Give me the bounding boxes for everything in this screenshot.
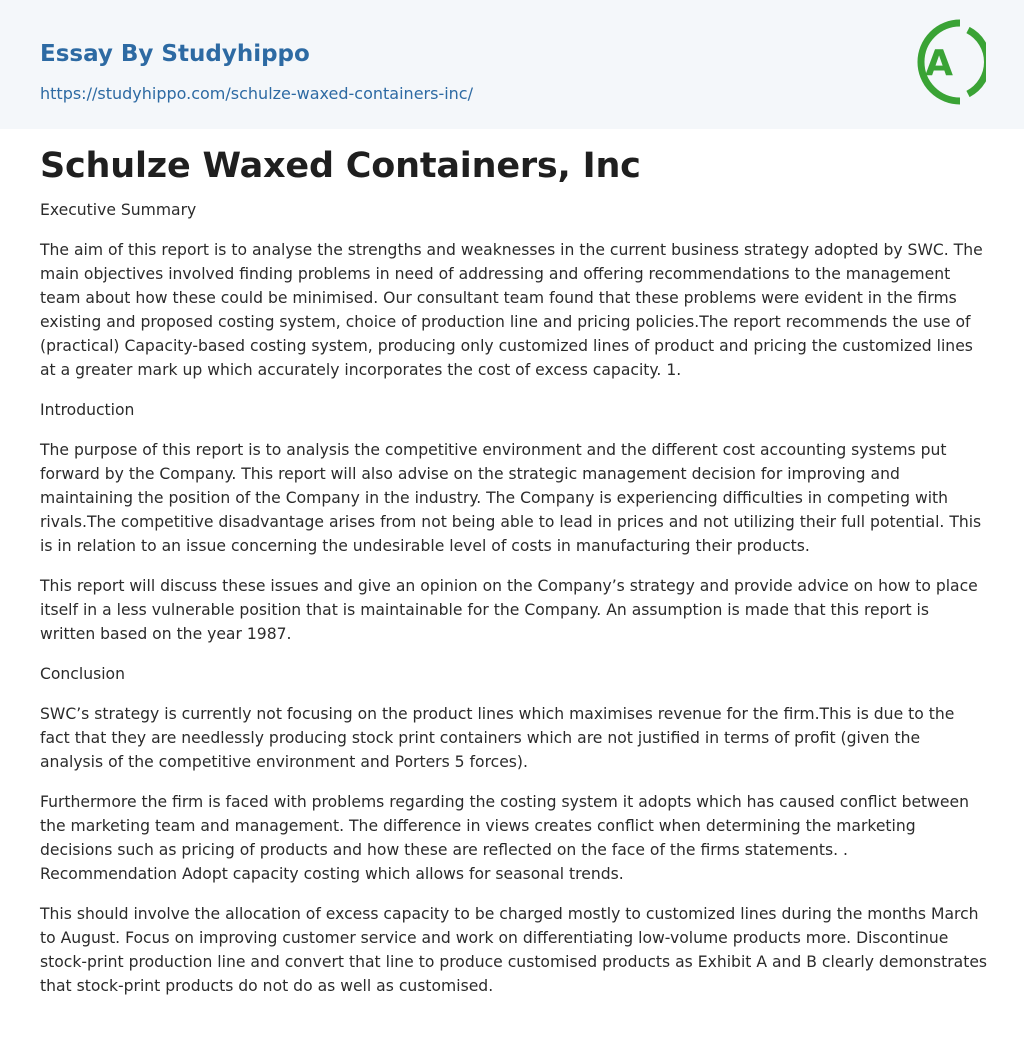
paragraph: This report will discuss these issues and give an opinion on the Company’s strategy and provide advice on how to place itself in a less vulnerable position that is maintainable for the Company. An assumption is made that this report is written based on the year 1987. [40, 577, 978, 643]
document-body [40, 198, 988, 1014]
site-brand[interactable]: Essay By Studyhippo [40, 41, 310, 67]
document-title: Schulze Waxed Containers, Inc [40, 146, 641, 186]
logo-letter: A [925, 43, 953, 84]
paragraph: This should involve the allocation of excess capacity to be charged mostly to customized lines during the months March to August. Focus on improving customer service and work on differentiating low-volume products more. Discontinue stock-print production line and convert that line to produce customised products as Exhibit A and B clearly demonstrates that stock-print products do not do as well as customised. [40, 905, 988, 995]
section-heading-executive-summary: Executive Summary [40, 201, 197, 219]
paragraph: The purpose of this report is to analysis the competitive environment and the different cost accounting systems put forward by the Company. This report will also advise on the strategic management decision for improving and maintaining the position of the Company in the industry. The Company is experiencing difficulties in competing with rivals.The competitive disadvantage arises from not being able to lead in prices and not utilizing their full potential. This is in relation to an issue concerning the undesirable level of costs in manufacturing their products. [40, 441, 982, 555]
section-heading-conclusion: Conclusion [40, 665, 125, 683]
source-url-link[interactable]: https://studyhippo.com/schulze-waxed-containers-inc/ [40, 84, 473, 103]
studyhippo-logo-icon[interactable] [912, 18, 986, 106]
section-heading-introduction: Introduction [40, 401, 135, 419]
paragraph: Furthermore the firm is faced with problems regarding the costing system it adopts which has caused conflict between the marketing team and management. The difference in views creates conflict when determining the marketing decisions such as pricing of products and how these are reflected on the face of the firms statements. . Recommendation Adopt capacity costing which allows for seasonal trends. [40, 793, 969, 883]
logo-arc-right [968, 30, 986, 94]
paragraph: SWC’s strategy is currently not focusing on the product lines which maximises revenue for the firm.This is due to the fact that they are needlessly producing stock print containers which are not justified in terms of profit (given the analysis of the competitive environment and Porters 5 forces). [40, 705, 955, 771]
paragraph: The aim of this report is to analyse the strengths and weaknesses in the current business strategy adopted by SWC. The main objectives involved finding problems in need of addressing and offering recommendations to the management team about how these could be minimised. Our consultant team found that these problems were evident in the firms existing and proposed costing system, choice of production line and pricing policies.The report recommends the use of (practical) Capacity-based costing system, producing only customized lines of product and pricing the customized lines at a greater mark up which accurately incorporates the cost of excess capacity. 1. [40, 241, 983, 379]
